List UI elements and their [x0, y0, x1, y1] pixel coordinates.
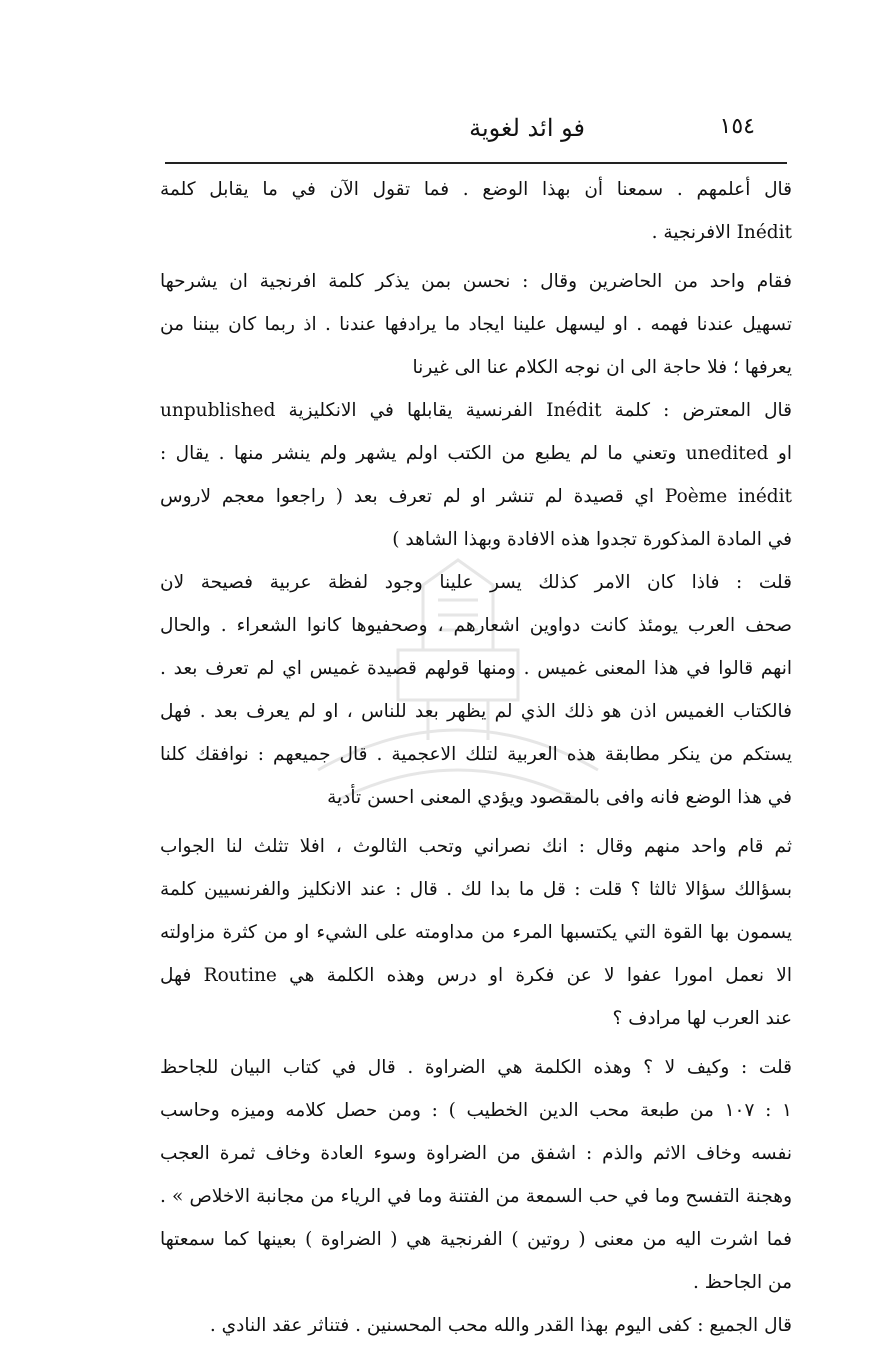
page-header — [165, 108, 785, 148]
text-line: Inédit الافرنجية . — [651, 222, 792, 243]
running-title: فو ائد لغوية — [469, 114, 585, 142]
text-line: او unedited وتعني ما لم يطبع من الكتب اولم يشهر ولم ينشر منها . يقال : — [160, 443, 792, 464]
page-number: ١٥٤ — [719, 114, 755, 139]
text-line: من الجاحظ . — [693, 1272, 792, 1293]
text-line: Poème inédit اي قصيدة لم تنشر او لم تعرف بعد ( راجعوا معجم لاروس — [160, 486, 792, 507]
text-line: قال المعترض : كلمة Inédit الفرنسية يقابلها في الانكليزية unpublished — [160, 400, 792, 421]
text-line: وهجنة التفسح وما في حب السمعة من الفتنة وما في الرياء من مجانبة الاخلاص » . — [160, 1186, 792, 1207]
text-line: صحف العرب يومئذ كانت دواوين اشعارهم ، وصحفيوها كانوا الشعراء . والحال — [160, 615, 792, 636]
text-line: يستكم من ينكر مطابقة هذه العربية لتلك الاعجمية . قال جميعهم : نوافقك كلنا — [160, 744, 792, 765]
text-line: الا نعمل امورا عفوا لا عن فكرة او درس وهذه الكلمة هي Routine فهل — [160, 965, 792, 986]
text-line: قلت : وكيف لا ؟ وهذه الكلمة هي الضراوة . قال في كتاب البيان للجاحظ — [160, 1057, 792, 1078]
text-line: انهم قالوا في هذا المعنى غميس . ومنها قولهم قصيدة غميس اي لم تعرف بعد . — [160, 658, 792, 679]
text-line: فالكتاب الغميس اذن هو ذلك الذي لم يظهر بعد للناس ، او لم يعرف بعد . فهل — [160, 701, 792, 722]
text-line: فما اشرت اليه من معنى ( روتين ) الفرنجية هي ( الضراوة ) بعينها كما سمعتها — [160, 1229, 792, 1250]
text-line: نفسه وخاف الاثم والذم : اشفق من الضراوة وسوء العادة وخاف ثمرة العجب — [160, 1143, 792, 1164]
text-line: تسهيل عندنا فهمه . او ليسهل علينا ايجاد ما يرادفها عندنا . اذ ربما كان بيننا من — [160, 314, 792, 335]
text-line: قال الجميع : كفى اليوم بهذا القدر والله محب المحسنين . فتناثر عقد النادي . — [209, 1315, 792, 1336]
text-line: بسؤالك سؤالا ثالثا ؟ قلت : قل ما بدا لك . قال : عند الانكليز والفرنسيين كلمة — [160, 879, 792, 900]
text-line: في المادة المذكورة تجدوا هذه الافادة وبهذا الشاهد ) — [392, 529, 792, 550]
text-line: فقام واحد من الحاضرين وقال : نحسن بمن يذكر كلمة افرنجية ان يشرحها — [160, 271, 792, 292]
header-rule — [165, 162, 787, 164]
text-line: قلت : فاذا كان الامر كذلك يسر علينا وجود لفظة عربية فصيحة لان — [160, 572, 792, 593]
text-line: يسمون بها القوة التي يكتسبها المرء من مداومته على الشيء او من كثرة مزاولته — [160, 922, 792, 943]
text-line: ١ : ١٠٧ من طبعة محب الدين الخطيب ) : ومن حصل كلامه وميزه وحاسب — [160, 1100, 792, 1121]
text-line: عند العرب لها مرادف ؟ — [612, 1008, 792, 1029]
text-line: ثم قام واحد منهم وقال : انك نصراني وتحب الثالوث ، افلا تثلث لنا الجواب — [160, 836, 792, 857]
page-body — [160, 168, 792, 1347]
text-line: في هذا الوضع فانه وافى بالمقصود ويؤدي المعنى احسن تأدية — [327, 787, 792, 808]
text-line: قال أعلمهم . سمعنا أن بهذا الوضع . فما تقول الآن في ما يقابل كلمة — [160, 179, 792, 200]
text-line: يعرفها ؛ فلا حاجة الى ان نوجه الكلام عنا الى غيرنا — [412, 357, 792, 378]
